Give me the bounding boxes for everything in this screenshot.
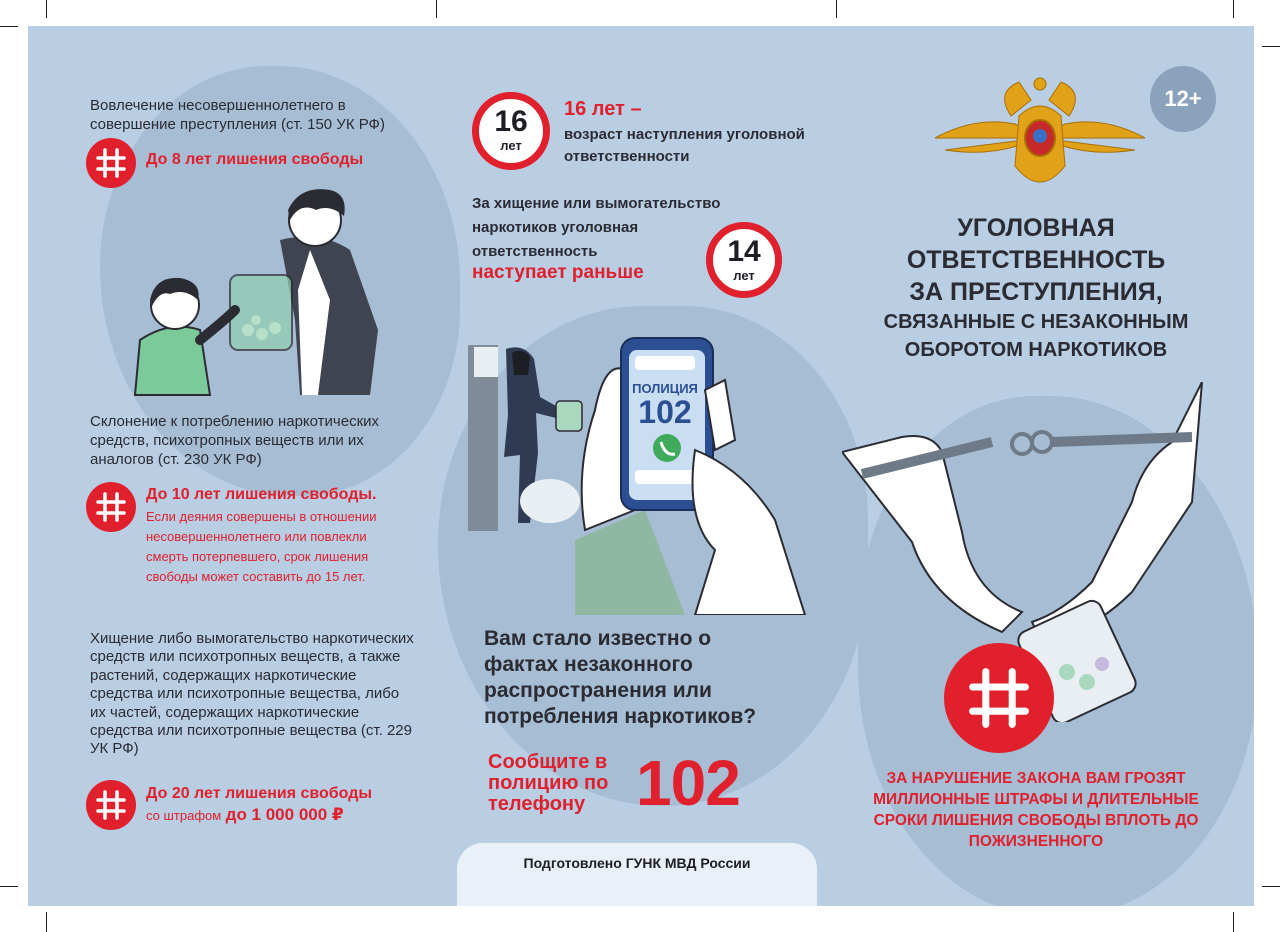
title-line-4: СВЯЗАННЫЕ С НЕЗАКОННЫМ [883,311,1189,333]
dealer-illustration [462,335,592,535]
phone-illustration [575,330,815,615]
crop-mark [1262,46,1280,47]
title-line-3: ЗА ПРЕСТУПЛЕНИЯ, [909,278,1163,306]
crop-mark [46,0,47,18]
crop-mark [436,0,437,18]
article-150-text: Вовлечение несовершеннолетнего в совершение преступления (ст. 150 УК РФ) [90,97,385,133]
fine-amount: до 1 000 000 ₽ [225,805,344,824]
prison-bars-icon [86,482,136,532]
report-question: Вам стало известно о фактах незаконного распространения или потребления наркотиков? [484,627,757,728]
age-14-unit: лет [733,268,755,283]
age-rating-badge: 12+ [1150,66,1216,132]
title-line-2: ОТВЕТСТВЕННОСТЬ [906,246,1166,274]
main-title [860,212,1212,364]
crop-mark [0,26,18,27]
age-14-badge [706,222,782,298]
article-229-text: Хищение либо вымогательство наркотических средств или психотропных веществ, а также растений, содержащих наркотические средства или психотропные вещества, либо их частей, содержащих наркотические средства или психотропные вещества (ст. 229 УК РФ) [90,630,414,758]
age-16-title: 16 лет – [564,98,642,120]
crop-mark [1233,912,1234,932]
article-150-penalty: До 8 лет лишения свободы [146,151,364,168]
report-instruction: Сообщите в полицию по телефону [488,751,609,815]
footer-panel [457,843,817,906]
article-229-fine [146,805,344,825]
theft-highlight: наступает раньше [472,262,644,283]
crop-mark [1233,0,1234,18]
phone-label: ПОЛИЦИЯ [632,381,698,396]
prison-bars-icon [944,643,1054,753]
prison-bars-icon [86,138,136,188]
footer-credit: Подготовлено ГУНК МВД России [523,855,751,871]
crop-mark [46,912,47,932]
fine-prefix: со штрафом [146,808,222,823]
age-16-description: возраст наступления уголовной ответственности [564,126,805,165]
age-16-unit: лет [500,138,522,153]
article-230-text: Склонение к потреблению наркотических средств, психотропных веществ или их аналогов (ст. 230 УК РФ) [90,413,380,468]
warning-text: ЗА НАРУШЕНИЕ ЗАКОНА ВАМ ГРОЗЯТ МИЛЛИОННЫЕ ШТРАФЫ И ДЛИТЕЛЬНЫЕ СРОКИ ЛИШЕНИЯ СВОБОДЫ ВПЛОТЬ ДО ПОЖИЗНЕННОГО [873,770,1199,850]
title-line-5: ОБОРОТОМ НАРКОТИКОВ [904,339,1168,361]
adult-child-illustration [130,180,390,400]
article-230-penalty: До 10 лет лишения свободы. [146,486,377,503]
police-emblem-icon [935,76,1145,200]
age-14-number: 14 [727,235,761,268]
phone-number: 102 [638,394,692,430]
crop-mark [836,0,837,18]
age-16-number: 16 [494,105,528,138]
crop-mark [1262,886,1280,887]
title-line-1: УГОЛОВНАЯ [957,214,1115,242]
report-phone-number: 102 [636,747,740,819]
theft-text: За хищение или вымогательство наркотиков уголовная ответственность [472,195,721,260]
article-230-note: Если деяния совершены в отношении несовершеннолетнего или повлекли смерть потерпевшего, срок лишения свободы может составить до 15 лет. [146,509,377,584]
crop-mark [0,886,18,887]
age-16-badge [472,92,550,170]
article-229-penalty: До 20 лет лишения свободы [146,785,373,802]
prison-bars-icon [86,780,136,830]
